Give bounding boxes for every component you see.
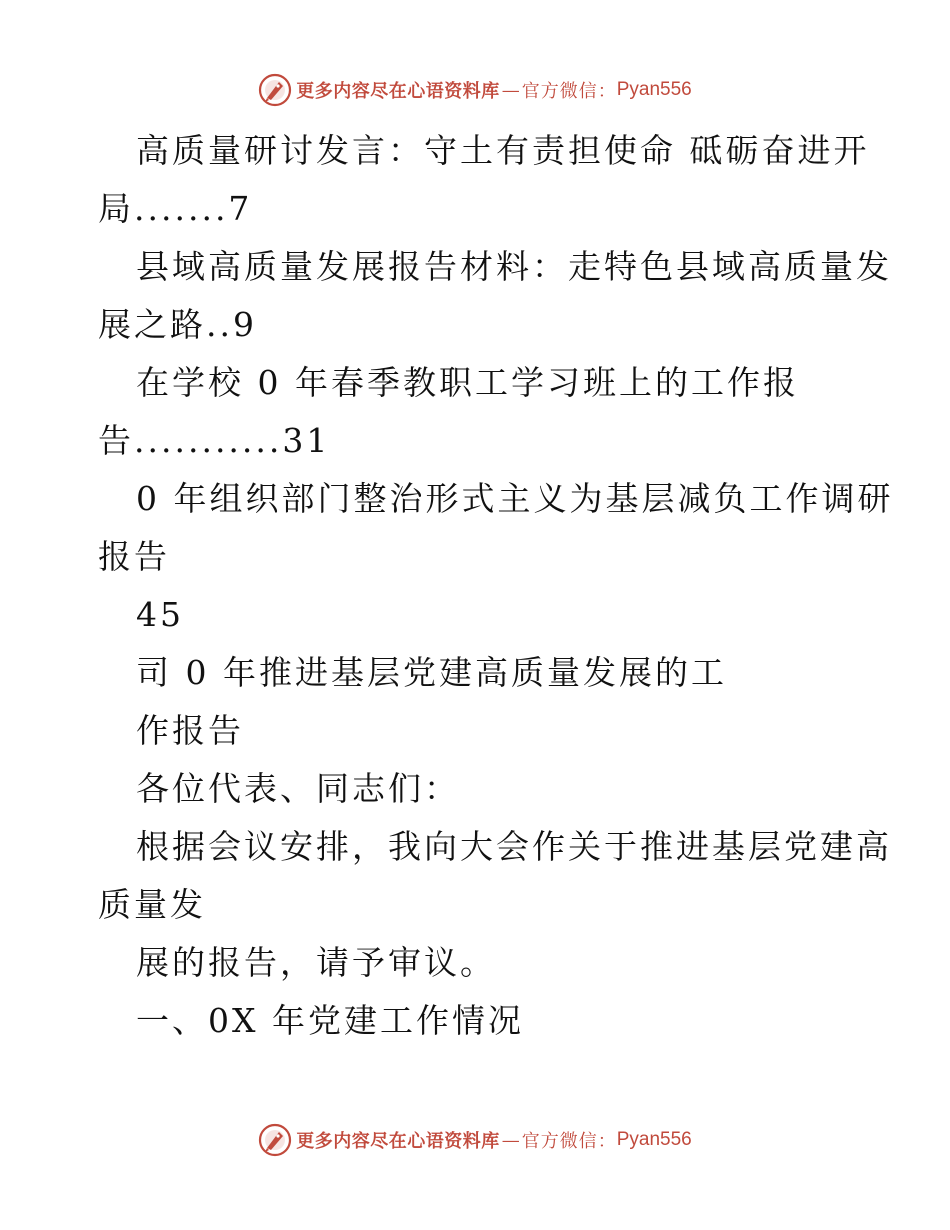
toc-entry-page: 45 — [136, 595, 184, 634]
paragraph-text: 根据会议安排，我向大会作关于推进基层党建高 — [136, 827, 892, 866]
banner-brand-text: 更多内容尽在心语资料库 — [296, 1131, 500, 1152]
toc-entry-title: 高质量研讨发言：守土有责担使命 砥砺奋进开 — [136, 131, 870, 170]
report-title: 司 0 年推进基层党建高质量发展的工 — [136, 653, 727, 692]
toc-entry-page: 告...........31 — [98, 421, 331, 460]
paragraph-text: 展的报告，请予审议。 — [136, 943, 496, 982]
banner-separator: — — [501, 1129, 520, 1151]
banner-brand-text: 更多内容尽在心语资料库 — [296, 81, 500, 102]
document-body — [98, 122, 894, 1050]
paragraph-text: 质量发 — [98, 885, 206, 924]
toc-entry-title-continued: 报告 — [98, 537, 170, 576]
pen-nib-logo-icon — [258, 73, 292, 107]
toc-entry-title: 在学校 0 年春季教职工学习班上的工作报 — [136, 363, 799, 402]
pen-nib-logo-icon — [258, 1123, 292, 1157]
report-title-continued: 作报告 — [136, 711, 244, 750]
banner-wechat-label: 官方微信： — [521, 81, 617, 102]
banner-separator: — — [501, 79, 520, 101]
toc-entry-title: 县域高质量发展报告材料：走特色县域高质量发 — [136, 247, 892, 286]
banner-wechat-label: 官方微信： — [521, 1131, 617, 1152]
salutation: 各位代表、同志们： — [136, 769, 460, 808]
header-watermark-banner — [0, 70, 950, 110]
section-heading: 一、0X 年党建工作情况 — [136, 1001, 524, 1040]
toc-entry-page: 展之路..9 — [98, 305, 257, 344]
toc-entry-page: 局.......7 — [98, 189, 253, 228]
footer-watermark-banner — [0, 1120, 950, 1160]
banner-wechat-id: Pyan556 — [616, 79, 692, 100]
banner-wechat-id: Pyan556 — [616, 1129, 692, 1150]
toc-entry-title: 0 年组织部门整治形式主义为基层减负工作调研 — [136, 479, 894, 518]
